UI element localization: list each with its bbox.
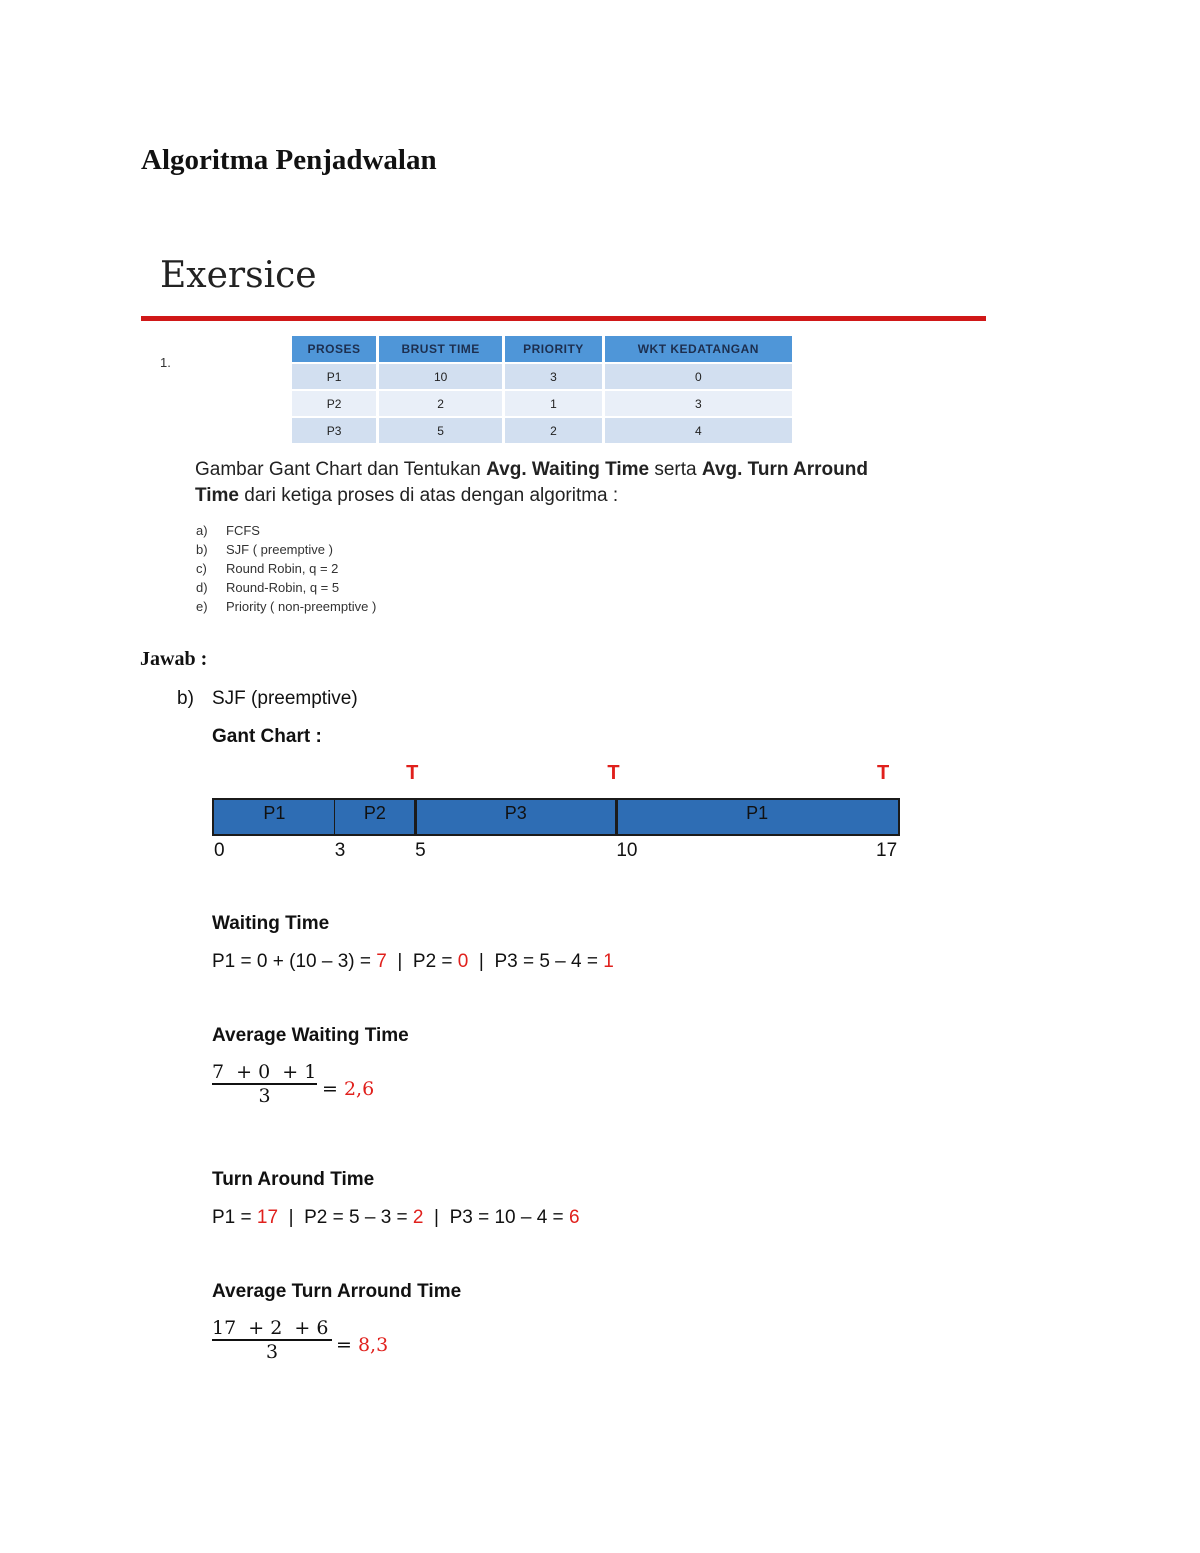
gantt-chart-label: Gant Chart : xyxy=(212,726,322,747)
table-cell: 1 xyxy=(504,390,603,417)
fraction-denominator: 3 xyxy=(265,1341,279,1363)
answer-part-heading: b) SJF (preemptive) xyxy=(177,688,358,709)
list-item: e) Priority ( non-preemptive ) xyxy=(196,599,377,614)
gantt-segment-p2: P2 xyxy=(363,803,386,823)
col-header-arrival-time: WKT KEDATANGAN xyxy=(603,336,792,363)
algorithm-list xyxy=(196,521,376,616)
waiting-time-values: P1 = 0 + (10 – 3) = 7 | P2 = 0 | P3 = 5 – 4 = 1 xyxy=(212,951,614,972)
fraction-numerator: 7 + 0 + 1 xyxy=(212,1061,317,1083)
question-text: Gambar Gant Chart dan Tentukan Avg. Waiting Time serta Avg. Turn Arround Time dari ketiga proses di atas dengan algoritma : xyxy=(195,459,868,506)
gantt-segment-p3: P3 xyxy=(504,803,527,823)
table-cell: 2 xyxy=(504,417,603,443)
process-table xyxy=(292,336,792,443)
gantt-tick-label: 17 xyxy=(876,840,898,861)
table-cell: 0 xyxy=(603,363,792,390)
list-item: d) Round-Robin, q = 5 xyxy=(196,580,340,595)
document-title: Algoritma Penjadwalan xyxy=(141,144,437,176)
termination-marker: T xyxy=(607,762,620,784)
avg-waiting-fraction xyxy=(212,1061,317,1107)
gantt-tick-label: 3 xyxy=(334,840,346,861)
table-header-row xyxy=(292,336,792,363)
gantt-divider xyxy=(334,800,335,834)
gantt-segment-p1: P1 xyxy=(746,803,769,823)
answer-label: Jawab : xyxy=(140,648,208,670)
exercise-number: 1. xyxy=(160,355,171,370)
termination-marker: T xyxy=(877,762,890,784)
termination-marker: T xyxy=(406,762,419,784)
fraction-denominator: 3 xyxy=(258,1085,271,1107)
turnaround-time-values: P1 = 17 | P2 = 5 – 3 = 2 | P3 = 10 – 4 = 6 xyxy=(212,1207,580,1228)
table-cell: 5 xyxy=(378,417,504,443)
exercise-title: Exersice xyxy=(160,255,317,296)
avg-turnaround-result: = 8,3 xyxy=(336,1334,389,1356)
table-cell: P2 xyxy=(292,390,378,417)
table-cell: 10 xyxy=(378,363,504,390)
table-cell: 2 xyxy=(378,390,504,417)
table-row xyxy=(292,390,792,417)
gantt-segment-p1: P1 xyxy=(263,803,286,823)
list-item: b) SJF ( preemptive ) xyxy=(196,542,333,557)
avg-waiting-heading: Average Waiting Time xyxy=(212,1025,409,1046)
turnaround-time-heading: Turn Around Time xyxy=(212,1169,375,1190)
table-row xyxy=(292,417,792,443)
table-row xyxy=(292,363,792,390)
col-header-priority: PRIORITY xyxy=(504,336,603,363)
col-header-proses: PROSES xyxy=(292,336,378,363)
gantt-bar xyxy=(212,798,900,836)
gantt-tick-label: 5 xyxy=(415,840,426,861)
gantt-divider xyxy=(615,800,618,834)
table-cell: 4 xyxy=(603,417,792,443)
avg-waiting-result: = 2,6 xyxy=(322,1078,375,1100)
table-cell: 3 xyxy=(603,390,792,417)
gantt-tick-label: 0 xyxy=(214,840,225,861)
gantt-tick-label: 10 xyxy=(616,840,638,861)
avg-turnaround-fraction xyxy=(212,1317,332,1363)
table-cell: P1 xyxy=(292,363,378,390)
waiting-time-heading: Waiting Time xyxy=(212,913,330,934)
red-divider xyxy=(141,316,986,321)
list-item: c) Round Robin, q = 2 xyxy=(196,561,339,576)
avg-turnaround-heading: Average Turn Arround Time xyxy=(212,1281,462,1302)
list-item: a) FCFS xyxy=(196,523,260,538)
gantt-divider xyxy=(414,800,417,834)
fraction-numerator: 17 + 2 + 6 xyxy=(212,1317,329,1339)
col-header-burst-time: BRUST TIME xyxy=(378,336,504,363)
table-cell: 3 xyxy=(504,363,603,390)
table-cell: P3 xyxy=(292,417,378,443)
